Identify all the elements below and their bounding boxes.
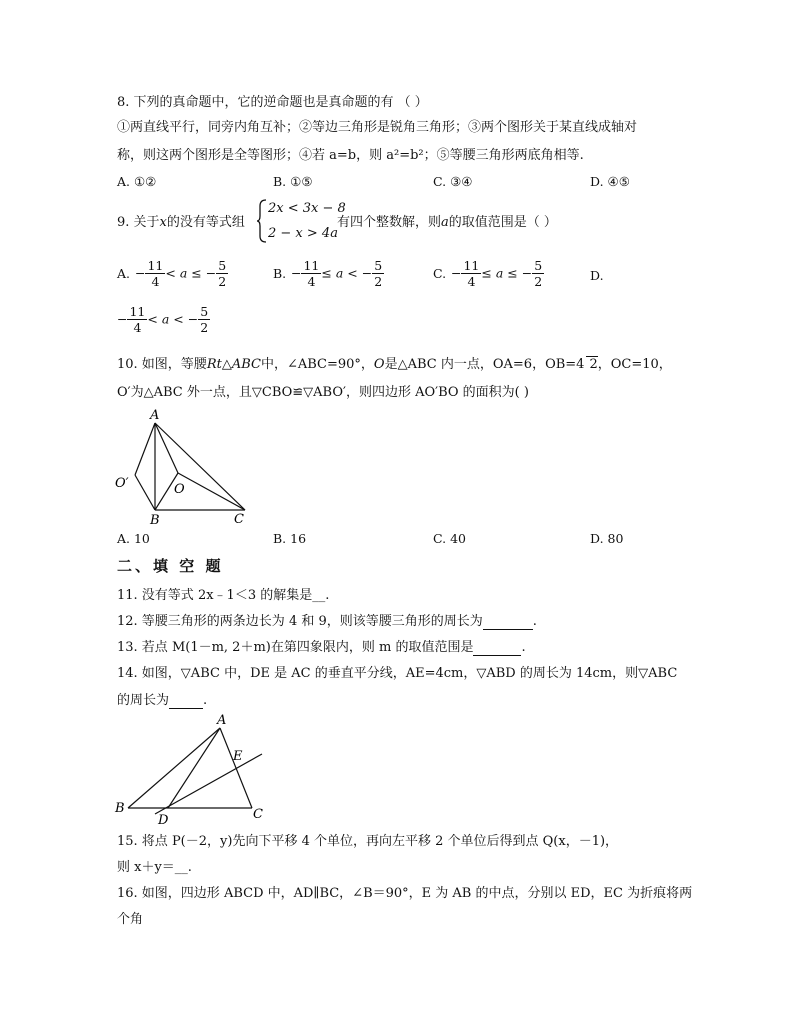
q8-option-b: B. ①⑤ xyxy=(273,174,313,189)
q10-figure xyxy=(110,405,260,530)
q8-stem: 8. 下列的真命题中，它的逆命题也是真命题的有 （ ） xyxy=(117,95,428,110)
q10-option-b: B. 16 xyxy=(273,531,307,546)
q8-option-c: C. ③④ xyxy=(433,174,473,189)
q9-inequality-1: 2x < 3x − 8 xyxy=(268,201,346,216)
q14-label-e: E xyxy=(233,749,243,764)
q9-option-d: − $\frac{11}{4}$ < a < − $\frac{5}{2}$ xyxy=(117,304,209,335)
q8-option-a: A. ①② xyxy=(117,174,157,189)
q9-option-a: A. − $\frac{11}{4}$ < a ≤ − $\frac{5}{2}$ xyxy=(117,258,227,289)
q8-statements-line2: 称，则这两个图形是全等图形；④若 a=b，则 a²=b²；⑤等腰三角形两底角相等. xyxy=(117,148,584,163)
q14-line1: 14. 如图，▽ABC 中，DE 是 AC 的垂直平分线，AE=4cm，▽ABD 的周长为 14cm，则▽ABC xyxy=(117,666,678,681)
q10-stem-line2: O′为△ABC 外一点，且▽CBO≌▽ABO′，则四边形 AO′BO 的面积为( ) xyxy=(117,385,529,400)
q14-line2: 的周长为 . xyxy=(117,693,208,708)
q9-brace xyxy=(256,198,268,244)
q15-line2: 则 x＋y＝__. xyxy=(117,860,192,875)
q8-statements-line1: ①两直线平行，同旁内角互补；②等边三角形是锐角三角形；③两个图形关于某直线成轴对 xyxy=(117,120,638,135)
q10-label-a: A xyxy=(150,408,160,423)
q9-option-c: C. − $\frac{11}{4}$ ≤ a ≤ − $\frac{5}{2}$ xyxy=(433,258,543,289)
q10-stem-line1: 10. 如图，等腰Rt△ABC中，∠ABC=90°，O是△ABC 内一点，OA=6，OB=4 2，OC=10， xyxy=(117,357,672,372)
q14-label-d: D xyxy=(158,813,169,827)
q11: 11. 没有等式 2x﹣1＜3 的解集是__. xyxy=(117,588,330,603)
q10-label-o: O xyxy=(174,482,185,497)
q8-option-d: D. ④⑤ xyxy=(590,174,630,189)
q9-stem: 9. 关于x的没有等式组 xyxy=(117,215,245,230)
q14-label-c: C xyxy=(253,807,263,822)
q10-label-b: B xyxy=(150,513,160,528)
q9-option-d-label: D. xyxy=(590,268,604,283)
q9-stem-suffix: 有四个整数解，则a的取值范围是（ ） xyxy=(337,215,557,230)
q9-option-b: B. − $\frac{11}{4}$ ≤ a < − $\frac{5}{2}$ xyxy=(273,258,383,289)
q9-inequality-2: 2 − x > 4a xyxy=(268,226,338,241)
q14-label-b: B xyxy=(115,801,125,816)
q10-label-c: C xyxy=(234,512,244,527)
q14-label-a: A xyxy=(217,713,227,728)
q15-line1: 15. 将点 P(－2，y)先向下平移 4 个单位，再向左平移 2 个单位后得到点 Q(x，－1)， xyxy=(117,834,619,849)
q14-figure xyxy=(110,712,280,827)
q10-option-a: A. 10 xyxy=(117,531,150,546)
q16-line2: 个角 xyxy=(117,912,144,927)
q10-option-d: D. 80 xyxy=(590,531,624,546)
q13: 13. 若点 M(1－m, 2＋m)在第四象限内，则 m 的取值范围是 . xyxy=(117,640,526,655)
section-title: 二、填 空 题 xyxy=(117,557,224,575)
q10-option-c: C. 40 xyxy=(433,531,466,546)
q10-label-o-prime: O′ xyxy=(115,476,129,491)
q16-line1: 16. 如图，四边形 ABCD 中，AD∥BC，∠B＝90°，E 为 AB 的中点，分别以 ED，EC 为折痕将两 xyxy=(117,886,693,901)
q12: 12. 等腰三角形的两条边长为 4 和 9，则该等腰三角形的周长为 . xyxy=(117,614,537,629)
